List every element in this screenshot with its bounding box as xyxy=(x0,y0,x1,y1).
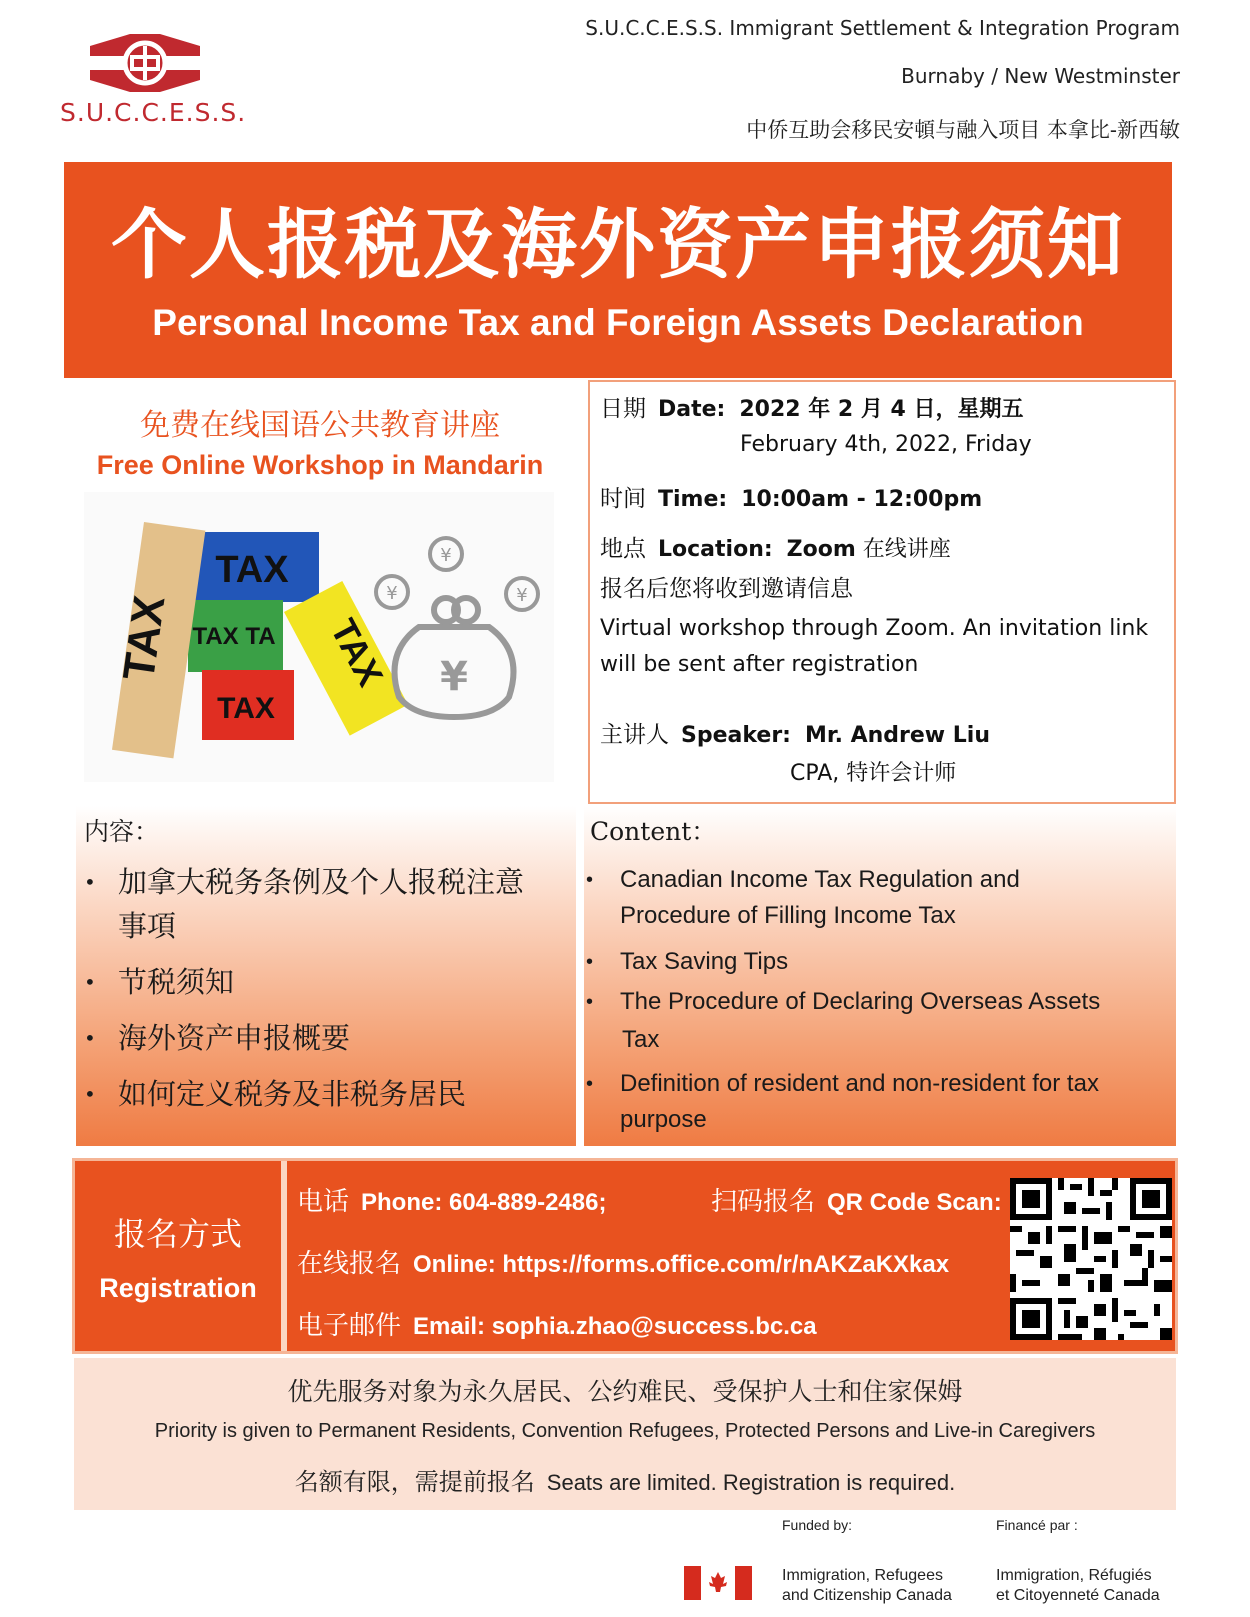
yen-symbol: ¥ xyxy=(440,654,468,700)
canada-flag-icon xyxy=(684,1566,752,1600)
registration-title-zh: 报名方式 xyxy=(113,1215,242,1253)
online-row: 在线报名 Online: https://forms.office.com/r/nAKZaKXkax xyxy=(297,1249,950,1279)
content-zh-title: 内容： xyxy=(84,817,160,846)
dept-name-fr: Immigration, Réfugiés et Citoyenneté Canada xyxy=(996,1567,1160,1604)
priority-en: Priority is given to Permanent Residents, Convention Refugees, Protected Persons and Live-in Caregivers xyxy=(154,1420,1096,1442)
tax-blocks-illustration xyxy=(84,492,554,782)
title-en: Personal Income Tax and Foreign Assets Declaration xyxy=(152,302,1084,343)
event-info-box xyxy=(588,380,1176,804)
invite-en-2: will be sent after registration xyxy=(600,652,919,677)
speaker-title: CPA, 特许会计师 xyxy=(790,761,957,786)
list-item: • Tax Saving Tips xyxy=(586,948,789,975)
speaker-row: 主讲人 Speaker: Mr. Andrew Liu xyxy=(600,722,991,748)
qr-code[interactable] xyxy=(1010,1178,1172,1340)
program-location: Burnaby / New Westminster xyxy=(901,64,1180,88)
email-link[interactable]: Email: sophia.zhao@success.bc.ca xyxy=(413,1313,817,1340)
online-registration-link[interactable]: Online: https://forms.office.com/r/nAKZaKXkax xyxy=(413,1251,950,1278)
funded-by-label: Funded by: xyxy=(782,1517,853,1533)
success-logo xyxy=(60,28,247,128)
title-banner xyxy=(64,162,1172,378)
phone-link[interactable]: Phone: 604-889-2486; xyxy=(361,1189,607,1216)
tax-label-yellow: TAX xyxy=(322,612,392,693)
time-row: 时间 Time: 10:00am - 12:00pm xyxy=(600,486,983,512)
date-row: 日期 Date: 2022 年 2 月 4 日，星期五 xyxy=(600,396,1024,422)
registration-label xyxy=(75,1161,287,1351)
invite-zh: 报名后您将收到邀请信息 xyxy=(600,576,853,602)
content-zh-panel xyxy=(76,806,576,1146)
phone-row: 电话 Phone: 604-889-2486; xyxy=(297,1187,607,1217)
registration-title-en: Registration xyxy=(99,1273,257,1303)
title-zh: 个人报税及海外资产申报须知 xyxy=(111,200,1125,289)
priority-zh: 优先服务对象为永久居民、公约难民、受保护人士和住家保姆 xyxy=(287,1377,963,1406)
list-item: • 加拿大税务条例及个人报税注意 xyxy=(84,865,525,899)
location-row: 地点 Location: Zoom 在线讲座 xyxy=(600,536,951,562)
list-item: • The Procedure of Declaring Overseas Assets xyxy=(586,988,1101,1015)
list-item-continued: 事項 xyxy=(118,909,177,943)
content-en-panel xyxy=(584,806,1176,1146)
qr-row: 扫码报名 QR Code Scan: xyxy=(711,1187,1002,1217)
svg-text:¥: ¥ xyxy=(386,583,398,604)
tax-label-red: TAX xyxy=(217,692,275,725)
invite-en-1: Virtual workshop through Zoom. An invitation link xyxy=(600,616,1149,641)
workshop-subtitle-en: Free Online Workshop in Mandarin xyxy=(96,450,544,480)
list-item-continued: purpose xyxy=(620,1106,707,1133)
dept-name-en: Immigration, Refugees and Citizenship Canada xyxy=(782,1567,952,1604)
email-row: 电子邮件 Email: sophia.zhao@success.bc.ca xyxy=(297,1311,817,1341)
logo-text: S.U.C.C.E.S.S. xyxy=(60,98,247,127)
finance-par-label: Financé par : xyxy=(996,1517,1078,1533)
date-value-en: February 4th, 2022, Friday xyxy=(740,432,1032,457)
success-emblem-icon xyxy=(60,28,230,100)
workshop-subtitle-zh: 免费在线国语公共教育讲座 xyxy=(140,408,500,443)
list-item: • 节税须知 xyxy=(84,965,235,999)
tax-label-green: TAX TA xyxy=(192,623,276,650)
list-item-continued: Tax xyxy=(622,1026,660,1053)
svg-text:¥: ¥ xyxy=(516,585,528,606)
list-item: • Canadian Income Tax Regulation and xyxy=(586,866,1020,893)
tax-label-blue: TAX xyxy=(215,549,289,591)
program-name-zh: 中侨互助会移民安頓与融入项目 本拿比-新西敏 xyxy=(746,118,1180,142)
tax-label-wood: TAX xyxy=(114,592,175,684)
list-item-continued: Procedure of Filling Income Tax xyxy=(620,902,956,929)
list-item: • Definition of resident and non-resident for tax xyxy=(586,1070,1099,1097)
priority-panel xyxy=(74,1358,1176,1510)
list-item: • 如何定义税务及非税务居民 xyxy=(84,1077,467,1111)
seats-limited: 名额有限，需提前报名 Seats are limited. Registration is required. xyxy=(294,1468,956,1496)
svg-text:¥: ¥ xyxy=(440,545,452,566)
list-item: • 海外资产申报概要 xyxy=(84,1021,351,1055)
content-en-title: Content： xyxy=(590,817,717,846)
program-name-en: S.U.C.C.E.S.S. Immigrant Settlement & Integration Program xyxy=(585,16,1180,40)
